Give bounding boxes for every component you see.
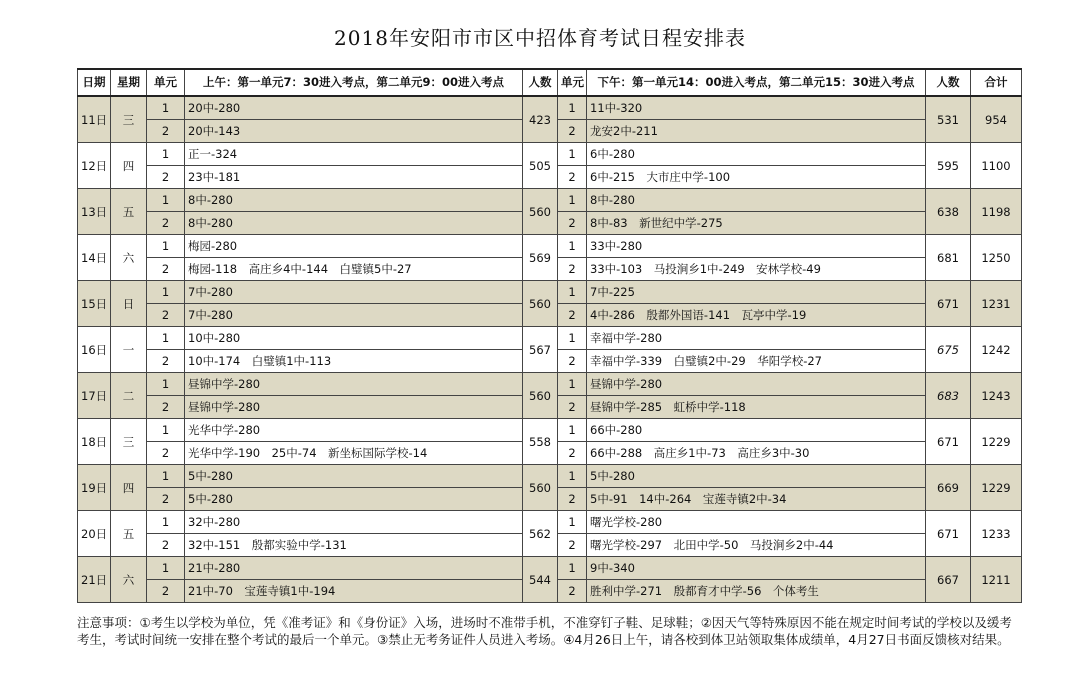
am-unit-cell: 2: [147, 442, 185, 465]
column-header: 人数: [523, 69, 558, 96]
pm-unit-cell: 2: [558, 534, 587, 557]
am-schools-cell: 32中-280: [185, 511, 523, 534]
table-row: [78, 143, 1022, 166]
am-unit-cell: 2: [147, 120, 185, 143]
am-unit-cell: 2: [147, 304, 185, 327]
pm-schools-cell: 昼锦中学-280: [587, 373, 926, 396]
table-row: [78, 373, 1022, 396]
pm-unit-cell: 2: [558, 580, 587, 603]
weekday-cell: 五: [111, 189, 147, 235]
am-count-cell: 567: [523, 327, 558, 373]
total-cell: 1250: [971, 235, 1022, 281]
table-row: [78, 557, 1022, 580]
am-unit-cell: 2: [147, 212, 185, 235]
pm-unit-cell: 2: [558, 212, 587, 235]
pm-schools-cell: 6中-215 大市庄中学-100: [587, 166, 926, 189]
weekday-cell: 二: [111, 373, 147, 419]
pm-count-cell: 675: [926, 327, 971, 373]
table-row: [78, 235, 1022, 258]
table-row: [78, 281, 1022, 304]
total-cell: 1233: [971, 511, 1022, 557]
am-count-cell: 562: [523, 511, 558, 557]
pm-schools-cell: 9中-340: [587, 557, 926, 580]
pm-schools-cell: 66中-288 高庄乡1中-73 高庄乡3中-30: [587, 442, 926, 465]
weekday-cell: 五: [111, 511, 147, 557]
pm-unit-cell: 2: [558, 258, 587, 281]
pm-schools-cell: 7中-225: [587, 281, 926, 304]
column-header: 单元: [147, 69, 185, 96]
pm-unit-cell: 1: [558, 281, 587, 304]
weekday-cell: 一: [111, 327, 147, 373]
am-unit-cell: 1: [147, 557, 185, 580]
am-unit-cell: 2: [147, 258, 185, 281]
date-cell: 16日: [78, 327, 111, 373]
am-unit-cell: 1: [147, 373, 185, 396]
am-unit-cell: 1: [147, 511, 185, 534]
am-unit-cell: 1: [147, 419, 185, 442]
am-unit-cell: 2: [147, 580, 185, 603]
am-schools-cell: 5中-280: [185, 465, 523, 488]
pm-unit-cell: 2: [558, 442, 587, 465]
pm-unit-cell: 1: [558, 327, 587, 350]
am-unit-cell: 2: [147, 534, 185, 557]
am-count-cell: 560: [523, 189, 558, 235]
am-schools-cell: 8中-280: [185, 212, 523, 235]
pm-schools-cell: 5中-91 14中-264 宝莲寺镇2中-34: [587, 488, 926, 511]
am-schools-cell: 10中-174 白璧镇1中-113: [185, 350, 523, 373]
pm-unit-cell: 1: [558, 189, 587, 212]
am-schools-cell: 10中-280: [185, 327, 523, 350]
weekday-cell: 六: [111, 235, 147, 281]
table-row: [78, 189, 1022, 212]
pm-unit-cell: 1: [558, 511, 587, 534]
date-cell: 11日: [78, 96, 111, 143]
pm-count-cell: 667: [926, 557, 971, 603]
date-cell: 19日: [78, 465, 111, 511]
date-cell: 13日: [78, 189, 111, 235]
day-group: [78, 373, 1022, 419]
total-cell: 1229: [971, 419, 1022, 465]
table-row: [78, 96, 1022, 120]
pm-count-cell: 681: [926, 235, 971, 281]
pm-schools-cell: 66中-280: [587, 419, 926, 442]
pm-schools-cell: 8中-83 新世纪中学-275: [587, 212, 926, 235]
day-group: [78, 327, 1022, 373]
am-unit-cell: 1: [147, 465, 185, 488]
pm-unit-cell: 2: [558, 304, 587, 327]
am-schools-cell: 32中-151 殷都实验中学-131: [185, 534, 523, 557]
schedule-table: [77, 68, 1022, 603]
column-header: 日期: [78, 69, 111, 96]
pm-unit-cell: 2: [558, 120, 587, 143]
pm-count-cell: 531: [926, 96, 971, 143]
pm-schools-cell: 幸福中学-339 白璧镇2中-29 华阳学校-27: [587, 350, 926, 373]
column-header: 星期: [111, 69, 147, 96]
am-schools-cell: 昼锦中学-280: [185, 373, 523, 396]
am-schools-cell: 7中-280: [185, 281, 523, 304]
am-schools-cell: 梅园-118 高庄乡4中-144 白璧镇5中-27: [185, 258, 523, 281]
am-unit-cell: 1: [147, 143, 185, 166]
am-schools-cell: 正一-324: [185, 143, 523, 166]
am-count-cell: 558: [523, 419, 558, 465]
pm-schools-cell: 曙光学校-280: [587, 511, 926, 534]
weekday-cell: 四: [111, 465, 147, 511]
weekday-cell: 六: [111, 557, 147, 603]
am-count-cell: 423: [523, 96, 558, 143]
pm-unit-cell: 2: [558, 396, 587, 419]
day-group: [78, 235, 1022, 281]
am-schools-cell: 梅园-280: [185, 235, 523, 258]
am-count-cell: 505: [523, 143, 558, 189]
date-cell: 14日: [78, 235, 111, 281]
pm-schools-cell: 5中-280: [587, 465, 926, 488]
total-cell: 1242: [971, 327, 1022, 373]
day-group: [78, 96, 1022, 143]
pm-schools-cell: 33中-280: [587, 235, 926, 258]
date-cell: 20日: [78, 511, 111, 557]
day-group: [78, 189, 1022, 235]
day-group: [78, 419, 1022, 465]
total-cell: 1243: [971, 373, 1022, 419]
am-unit-cell: 1: [147, 189, 185, 212]
total-cell: 1229: [971, 465, 1022, 511]
am-unit-cell: 1: [147, 327, 185, 350]
am-schools-cell: 20中-143: [185, 120, 523, 143]
pm-schools-cell: 4中-286 殷都外国语-141 瓦亭中学-19: [587, 304, 926, 327]
pm-schools-cell: 幸福中学-280: [587, 327, 926, 350]
column-header: 合计: [971, 69, 1022, 96]
am-count-cell: 560: [523, 373, 558, 419]
am-unit-cell: 1: [147, 281, 185, 304]
pm-unit-cell: 2: [558, 488, 587, 511]
header-row: [78, 69, 1022, 96]
total-cell: 1198: [971, 189, 1022, 235]
pm-schools-cell: 昼锦中学-285 虹桥中学-118: [587, 396, 926, 419]
pm-count-cell: 638: [926, 189, 971, 235]
weekday-cell: 三: [111, 96, 147, 143]
total-cell: 1231: [971, 281, 1022, 327]
am-count-cell: 560: [523, 281, 558, 327]
date-cell: 12日: [78, 143, 111, 189]
column-header: 人数: [926, 69, 971, 96]
am-schools-cell: 5中-280: [185, 488, 523, 511]
pm-unit-cell: 2: [558, 350, 587, 373]
am-count-cell: 544: [523, 557, 558, 603]
pm-schools-cell: 胜利中学-271 殷都育才中学-56 个体考生: [587, 580, 926, 603]
pm-count-cell: 671: [926, 419, 971, 465]
pm-unit-cell: 1: [558, 143, 587, 166]
column-header: 上午：第一单元7：30进入考点，第二单元9：00进入考点: [185, 69, 523, 96]
table-row: [78, 327, 1022, 350]
table-row: [78, 465, 1022, 488]
am-schools-cell: 20中-280: [185, 96, 523, 120]
pm-unit-cell: 1: [558, 96, 587, 120]
table-row: [78, 511, 1022, 534]
total-cell: 1100: [971, 143, 1022, 189]
pm-schools-cell: 11中-320: [587, 96, 926, 120]
pm-unit-cell: 1: [558, 235, 587, 258]
am-unit-cell: 1: [147, 235, 185, 258]
am-schools-cell: 21中-70 宝莲寺镇1中-194: [185, 580, 523, 603]
pm-count-cell: 683: [926, 373, 971, 419]
am-schools-cell: 昼锦中学-280: [185, 396, 523, 419]
pm-count-cell: 671: [926, 511, 971, 557]
pm-unit-cell: 2: [558, 166, 587, 189]
pm-count-cell: 595: [926, 143, 971, 189]
pm-count-cell: 669: [926, 465, 971, 511]
am-schools-cell: 23中-181: [185, 166, 523, 189]
pm-schools-cell: 6中-280: [587, 143, 926, 166]
total-cell: 954: [971, 96, 1022, 143]
day-group: [78, 465, 1022, 511]
am-unit-cell: 2: [147, 350, 185, 373]
am-schools-cell: 光华中学-190 25中-74 新坐标国际学校-14: [185, 442, 523, 465]
table-row: [78, 419, 1022, 442]
page-title: 2018年安阳市市区中招体育考试日程安排表: [334, 26, 746, 50]
pm-unit-cell: 1: [558, 557, 587, 580]
weekday-cell: 三: [111, 419, 147, 465]
am-schools-cell: 7中-280: [185, 304, 523, 327]
am-unit-cell: 2: [147, 488, 185, 511]
total-cell: 1211: [971, 557, 1022, 603]
column-header: 下午：第一单元14：00进入考点，第二单元15：30进入考点: [587, 69, 926, 96]
am-schools-cell: 8中-280: [185, 189, 523, 212]
am-unit-cell: 2: [147, 166, 185, 189]
date-cell: 18日: [78, 419, 111, 465]
pm-schools-cell: 曙光学校-297 北田中学-50 马投涧乡2中-44: [587, 534, 926, 557]
day-group: [78, 281, 1022, 327]
column-header: 单元: [558, 69, 587, 96]
notes: 注意事项：①考生以学校为单位，凭《准考证》和《身份证》入场，进场时不准带手机，不准穿钉子鞋、足球鞋；②因天气等特殊原因不能在规定时间考试的学校以及缓考考生，考试时间统一安排在整个考试的最后一个单元。③禁止无考务证件人员进入考场。④4月26日上午，请各校到体卫站领取集体成绩单，4月27日书面反馈核对结果。: [77, 615, 1012, 647]
date-cell: 21日: [78, 557, 111, 603]
pm-unit-cell: 1: [558, 419, 587, 442]
am-unit-cell: 1: [147, 96, 185, 120]
weekday-cell: 日: [111, 281, 147, 327]
day-group: [78, 143, 1022, 189]
pm-unit-cell: 1: [558, 465, 587, 488]
date-cell: 15日: [78, 281, 111, 327]
date-cell: 17日: [78, 373, 111, 419]
day-group: [78, 557, 1022, 603]
pm-schools-cell: 33中-103 马投涧乡1中-249 安林学校-49: [587, 258, 926, 281]
am-schools-cell: 光华中学-280: [185, 419, 523, 442]
am-unit-cell: 2: [147, 396, 185, 419]
pm-schools-cell: 8中-280: [587, 189, 926, 212]
am-count-cell: 560: [523, 465, 558, 511]
pm-schools-cell: 龙安2中-211: [587, 120, 926, 143]
day-group: [78, 511, 1022, 557]
weekday-cell: 四: [111, 143, 147, 189]
am-schools-cell: 21中-280: [185, 557, 523, 580]
pm-count-cell: 671: [926, 281, 971, 327]
pm-unit-cell: 1: [558, 373, 587, 396]
am-count-cell: 569: [523, 235, 558, 281]
